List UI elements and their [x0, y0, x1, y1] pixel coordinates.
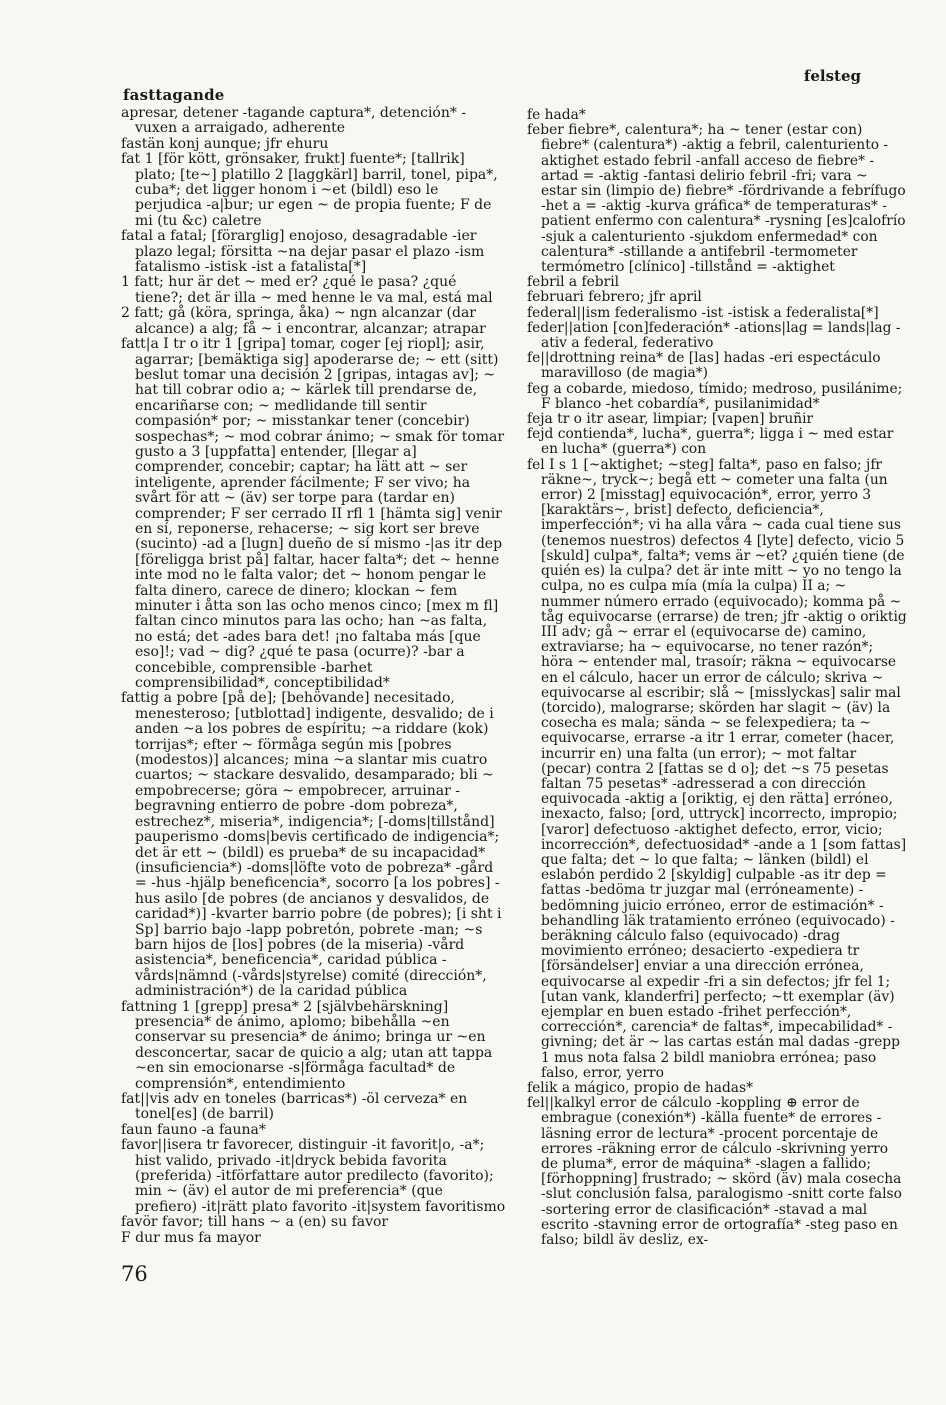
left-guide-word: fasttagande [123, 86, 225, 104]
dictionary-entry: felik a mágico, propio de hadas* [527, 1080, 754, 1096]
dictionary-entry: feja tr o itr asear, limpiar; [vapen] bruñir [527, 411, 814, 428]
dictionary-entry: fe||drottning reina* de [las] hadas -eri espectáculo maravilloso (de magia*) [527, 350, 881, 382]
dictionary-entry: apresar, detener -tagande captura*, detención* -vuxen a arraigado, adherente [121, 105, 467, 137]
dictionary-entry: fat 1 [för kött, grönsaker, frukt] fuente*; [tallrik] plato; [te~] platillo 2 [laggkärl] barril, tonel, pipa*, cuba*; det ligger honom i ~et (bildl) eso le perjudica -a|bur; ur egen ~ de propia fuente; F de mi (tu &c) caletre [121, 151, 498, 229]
dictionary-entry: fe hada* [527, 107, 586, 123]
dictionary-entry: 2 fatt; gå (köra, springa, åka) ~ ngn alcanzar (dar alcance) a alg; få ~ i encontrar, alcanzar; atrapar [121, 305, 486, 337]
dictionary-entry: februari febrero; jfr april [527, 289, 702, 306]
dictionary-entry: F dur mus fa mayor [121, 1229, 261, 1246]
dictionary-entry: feber fiebre*, calentura*; ha ~ tener (estar con) fiebre* (calentura*) -aktig a febril, calenturiento -aktighet estado febril -anfall acceso de fiebre* -artad = -aktig -fantasi delirio febril -fri; vara ~ estar sin (limpio de) fiebre* -fördrivande a febrífugo -het a = -aktig -kurva gráfica* de temperaturas* -patient enfermo con calentura* -rysning [es]calofrío -sjuk a calenturiento -sjukdom enfermedad* con calentura* -stillande a antifebril -termometer termómetro [clínico] -tillstånd = -aktighet [527, 122, 906, 276]
dictionary-entry: fel I s 1 [~aktighet; ~steg] falta*, paso en falso; jfr räkne~, tryck~; begå ett ~ cometer una falta (un error) 2 [misstag] equivocación*, error, yerro 3 [karaktärs~, brist] defecto, deficiencia*, imperfección*; vi ha alla våra ~ cada cual tiene sus (tenemos nuestros) defectos 4 [lyte] defecto, vicio 5 [skuld] culpa*, falta*; vems är ~et? ¿quién tiene (de quién es) la culpa? det är inte mitt ~ yo no tengo la culpa, no es culpa mía (mía la culpa) II a; ~ nummer número errado (equivocado); komma på ~ tåg equivocarse (errarse) de tren; jfr -aktig o oriktig III adv; gå ~ errar el (equivocarse de) camino, extraviarse; ha ~ equivocarse, no tener razón*; höra ~ entender mal, trasoír; räkna ~ equivocarse en el cálculo, hacer un error de cálculo; skriva ~ equivocarse al escribir; slå ~ [misslyckas] salir mal (torcido), malograrse; skörden har slagit ~ (äv) la cosecha es mala; sända ~ se felexpediera; ta ~ equivocarse, errarse -a itr 1 errar, cometer (hacer, incurrir en) una falta (un error); ~ mot faltar (pecar) contra 2 [fattas se d o]; det ~s 75 pesetas faltan 75 pesetas* -adresserad a con dirección equivocada -aktig a [oriktig, ej den rätta] erróneo, inexacto, falso; [ord, uttryck] incorrecto, impropio; [varor] defectuoso -aktighet defecto, error, vicio; incorrección*, defectuosidad* -ande a 1 [som fattas] que falta; det ~ lo que falta; ~ länken (bildl) el eslabón perdido 2 [skyldig] culpable -as itr dep = fattas -bedöma tr juzgar mal (erróneamente) -bedömning juicio erróneo, error de estimación* -behandling läk tratamiento erróneo (equivocado) -beräkning cálculo falso (equivocado) -drag movimiento erróneo; desacierto -expediera tr [försändelser] enviar a una dirección errónea, equivocarse al expedir -fri a sin defectos; jfr fel 1; [utan vank, klanderfri] perfecto; ~tt exemplar (äv) ejemplar en buen estado -frihet perfección*, corrección*, carencia* de faltas*, impecabilidad* -givning; det är ~ las cartas están mal dadas -grepp 1 mus nota falsa 2 bildl maniobra errónea; paso falso, error, yerro [527, 456, 907, 1081]
dictionary-entry: federal||ism federalismo -ist -istisk a federalista[*] [527, 304, 879, 321]
dictionary-entry: favör favor; till hans ~ a (en) su favor [121, 1214, 389, 1231]
dictionary-entry: favor||isera tr favorecer, distinguir -it favorit|o, -a*; hist valido, privado -it|dryck bebida favorita (preferida) -itförfattare autor predilecto (favorito); min ~ (äv) el autor de mi preferencia* (que prefiero) -it|rätt plato favorito -it|system favoritismo [121, 1137, 506, 1215]
dictionary-entry: fat||vis adv en toneles (barricas*) -öl cerveza* en tonel[es] (de barril) [121, 1091, 468, 1123]
page-number: 76 [121, 1262, 148, 1286]
dictionary-entry: faun fauno -a fauna* [121, 1121, 266, 1138]
left-column [121, 106, 507, 1246]
dictionary-entry: fastän konj aunque; jfr ehuru [121, 135, 329, 152]
dictionary-entry: fejd contienda*, lucha*, guerra*; ligga i ~ med estar en lucha* (guerra*) con [527, 426, 894, 458]
right-column [527, 108, 907, 1248]
right-guide-word: felsteg [803, 67, 861, 85]
dictionary-entry: 1 fatt; hur är det ~ med er? ¿qué le pasa? ¿qué tiene?; det är illa ~ med henne le va mal, está mal [121, 274, 493, 306]
dictionary-entry: fatt|a I tr o itr 1 [gripa] tomar, coger [ej riopl]; asir, agarrar; [bemäktiga sig] apoderarse de; ~ ett (sitt) beslut tomar una decisión 2 [gripas, intagas av]; ~ hat till cobrar odio a; ~ kärlek till prendarse de, encariñarse con; ~ medlidande till sentir compasión* por; ~ misstankar tener (concebir) sospechas*; ~ mod cobrar ánimo; ~ smak för tomar gusto a 3 [uppfatta] entender, [llegar a] comprender, concebir; captar; ha lätt att ~ ser inteligente, aprender fácilmente; F ser vivo; ha svårt för att ~ (äv) ser torpe para (tardar en) comprender; F ser cerrado II rfl 1 [hämta sig] venir en sí, reponerse, rehacerse; ~ sig kort ser breve (sucinto) -ad a [lugn] dueño de sí mismo -|as itr dep [föreligga brist på] faltar, hacer falta*; det ~ henne inte mod no le falta valor; det ~ honom pengar le falta dinero, carece de dinero; klockan ~ fem minuter i åtta son las ocho menos cinco; [mex m fl] faltan cinco minutos para las ocho; han ~as falta, no está; det -ades bara det! ¡no faltaba más [que eso]!; vad ~ dig? ¿qué te pasa (ocurre)? -bar a concebible, comprensible -barhet comprensibilidad*, conceptibilidad* [121, 336, 505, 692]
dictionary-entry: fel||kalkyl error de cálculo -koppling ⊕ error de embrague (conexión*) -källa fuente* de errores -läsning error de lectura* -procent porcentaje de errores -räkning error de cálculo -skrivning yerro de pluma*, error de máquina* -slagen a fallido; [förhoppning] frustrado; ~ skörd (äv) mala cosecha -slut conclusión falsa, paralogismo -snitt corte falso -sortering error de clasificación* -stavad a mal escrito -stavning error de ortografía* -steg paso en falso; bildl äv desliz, ex- [527, 1095, 902, 1249]
dictionary-entry: fattig a pobre [på de]; [behövande] necesitado, menesteroso; [utblottad] indigente, desvalido; de i anden ~a los pobres de espíritu; ~a riddare (kok) torrijas*; efter ~ förmåga según mis [pobres (modestos)] alcances; mina ~a slantar mis cuatro cuartos; ~ stackare desvalido, desamparado; bli ~ empobrecerse; göra ~ empobrecer, arruinar -begravning entierro de pobre -dom pobreza*, estrechez*, miseria*, indigencia*; [-doms|tillstånd] pauperismo -doms|bevis certificado de indigencia*; det är ett ~ (bildl) es prueba* de su incapacidad* (insuficiencia*) -doms|löfte voto de pobreza* -gård = -hus -hjälp beneficencia*, socorro [a los pobres] -hus asilo [de pobres (de ancianos y desvalidos, de caridad*)] -kvarter barrio pobre (de pobres); [i sht i Sp] barrio bajo -lapp pobretón, pobrete -man; ~s barn hijos de [los] pobres (de la miseria) -vård asistencia*, beneficencia*, caridad pública -vårds|nämnd (-vårds|styrelse) comité (dirección*, administración*) de la caridad pública [121, 690, 502, 1000]
dictionary-entry: febril a febril [527, 274, 620, 291]
dictionary-entry: feder||ation [con]federación* -ations|lag = lands|lag -ativ a federal, federativo [527, 319, 901, 352]
dictionary-entry: fattning 1 [grepp] presa* 2 [självbehärskning] presencia* de ánimo, aplomo; bibehålla ~en conservar su presencia* de ánimo; bringa ur ~en desconcertar, sacar de quicio a alg; utan att tappa ~en sin emocionarse -s|förmåga facultad* de comprensión*, entendimiento [121, 998, 493, 1092]
dictionary-entry: feg a cobarde, miedoso, tímido; medroso, pusilánime; F blanco -het cobardía*, pusilanimidad* [527, 380, 903, 412]
dictionary-entry: fatal a fatal; [förarglig] enojoso, desagradable -ier plazo legal; försitta ~na dejar pasar el plazo -ism fatalismo -istisk -ist a fatalista[*] [121, 228, 485, 276]
